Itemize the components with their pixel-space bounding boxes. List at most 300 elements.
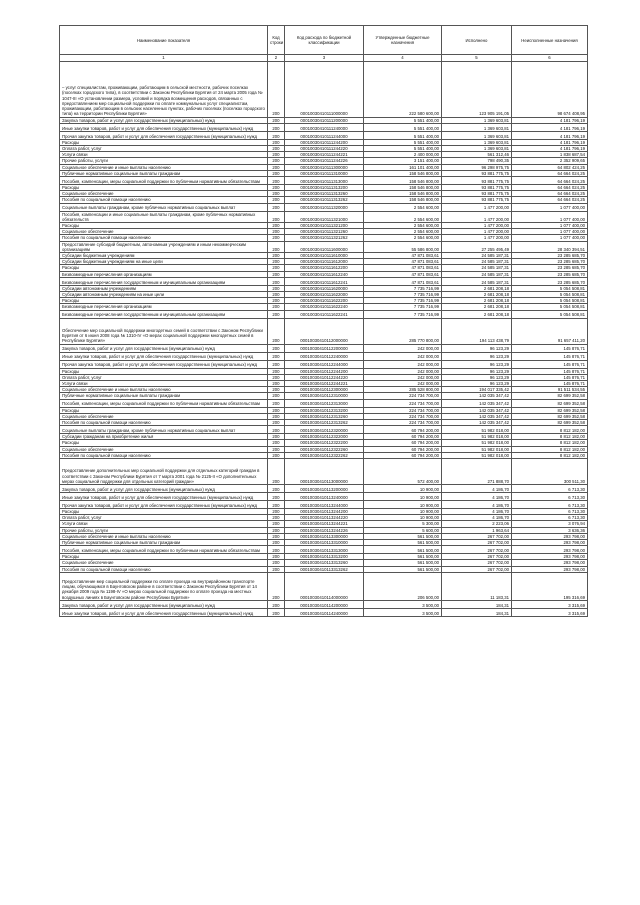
approved-amount-cell: 224 734 700,00 xyxy=(364,413,442,419)
row-code-cell: 200 xyxy=(268,485,285,493)
executed-amount-cell: 93 881 775,75 xyxy=(442,176,512,184)
expense-code-cell: 00010030410113300000 xyxy=(285,533,364,539)
indicator-name-cell: Иные закупки товаров, работ и услуг для обеспечения государственных (муниципальных) нужд xyxy=(60,123,268,131)
row-code-cell: 200 xyxy=(268,407,285,413)
indicator-name-cell: Закупка товаров, работ и услуг для государственных (муниципальных) нужд xyxy=(60,344,268,352)
approved-amount-cell: 572 400,00 xyxy=(364,459,442,485)
expense-code-cell: 00010030410111244000 xyxy=(285,131,364,139)
row-code-cell: 200 xyxy=(268,117,285,123)
expense-code-cell: 00010030410111321260 xyxy=(285,229,364,235)
indicator-name-cell: Социальное обеспечение xyxy=(60,413,268,419)
expense-code-cell: 00010030410111320000 xyxy=(285,203,364,211)
executed-amount-cell: 51 982 018,00 xyxy=(442,452,512,458)
approved-amount-cell: 242 000,00 xyxy=(364,360,442,368)
table-row xyxy=(60,344,588,352)
row-code-cell: 200 xyxy=(268,139,285,145)
header-expense-code: Код расхода по бюджетной классификации xyxy=(285,26,364,55)
row-code-cell: 200 xyxy=(268,566,285,572)
executed-amount-cell: 51 982 018,00 xyxy=(442,446,512,452)
unexecuted-amount-cell: 293 798,00 xyxy=(512,560,588,566)
table-row xyxy=(60,393,588,399)
indicator-name-cell: Публичные нормативные социальные выплаты гражданам xyxy=(60,393,268,399)
indicator-name-cell: Социальные выплаты гражданам, кроме публичных нормативных социальных выплат xyxy=(60,426,268,434)
approved-amount-cell: 224 734 700,00 xyxy=(364,393,442,399)
approved-amount-cell: 7 735 716,99 xyxy=(364,298,442,304)
row-code-cell: 200 xyxy=(268,521,285,527)
expense-code-cell: 00010030410111313000 xyxy=(285,176,364,184)
expense-code-cell: 00010030410111622000 xyxy=(285,291,364,297)
approved-amount-cell: 7 735 716,99 xyxy=(364,285,442,291)
executed-amount-cell: 24 585 187,31 xyxy=(442,271,512,277)
approved-amount-cell: 158 546 800,00 xyxy=(364,191,442,197)
row-code-cell: 200 xyxy=(268,420,285,426)
table-header-row xyxy=(60,26,588,55)
expense-code-cell: 00010030410114240000 xyxy=(285,608,364,616)
expense-code-cell: 00010030410112000000 xyxy=(285,318,364,344)
approved-amount-cell: 5 600,00 xyxy=(364,527,442,533)
indicator-name-cell: Социальное обеспечение и иные выплаты населению xyxy=(60,164,268,170)
executed-amount-cell: 96 123,29 xyxy=(442,374,512,380)
executed-amount-cell: 1 369 603,81 xyxy=(442,131,512,139)
unexecuted-amount-cell: 145 876,71 xyxy=(512,344,588,352)
approved-amount-cell: 158 546 800,00 xyxy=(364,197,442,203)
table-row xyxy=(60,420,588,426)
row-code-cell: 200 xyxy=(268,291,285,297)
approved-amount-cell: 206 500,00 xyxy=(364,572,442,600)
row-code-cell: 200 xyxy=(268,123,285,131)
executed-amount-cell: 51 982 018,00 xyxy=(442,440,512,446)
approved-amount-cell: 224 734 700,00 xyxy=(364,407,442,413)
indicator-name-cell: Субсидии автономным учреждениям xyxy=(60,285,268,291)
unexecuted-amount-cell: 3 076,94 xyxy=(512,521,588,527)
table-row xyxy=(60,304,588,310)
unexecuted-amount-cell: 145 876,71 xyxy=(512,374,588,380)
indicator-name-cell: Закупка товаров, работ и услуг для государственных (муниципальных) нужд xyxy=(60,117,268,123)
indicator-name-cell: – услуг специалистам, проживающим, работающим в сельской местности, рабочих поселках (поселках городского типа), в соответствии с Законом Республики Бурятия от 24 марта 2005 года № 1047-III «О установлении размера, условий и порядка возмещения расходов, связанных с предоставлением мер социальной поддержки по оплате коммунальных услуг специалистам, проживающим, работающим в сельских населенных пунктах, рабочих поселках (поселках городского типа) на территории Республики Бурятия» xyxy=(60,61,268,117)
table-row xyxy=(60,452,588,458)
approved-amount-cell: 2 554 600,00 xyxy=(364,211,442,222)
row-code-cell: 200 xyxy=(268,229,285,235)
unexecuted-amount-cell: 4 181 796,19 xyxy=(512,145,588,151)
expense-code-cell: 00010030410113310000 xyxy=(285,540,364,546)
row-code-cell: 200 xyxy=(268,413,285,419)
unexecuted-amount-cell: 82 699 352,58 xyxy=(512,393,588,399)
expense-code-cell: 00010030410114000000 xyxy=(285,572,364,600)
executed-amount-cell: 1 477 200,00 xyxy=(442,222,512,228)
approved-amount-cell: 561 500,00 xyxy=(364,540,442,546)
expense-code-cell: 00010030410111321200 xyxy=(285,222,364,228)
expense-code-cell: 00010030410113313262 xyxy=(285,566,364,572)
indicator-name-cell: Расходы xyxy=(60,298,268,304)
table-row xyxy=(60,117,588,123)
indicator-name-cell: Публичные нормативные социальные выплаты гражданам xyxy=(60,170,268,176)
expense-code-cell: 00010030410112240000 xyxy=(285,352,364,360)
header-row-code: Код строки xyxy=(268,26,285,55)
table-row xyxy=(60,164,588,170)
row-code-cell: 200 xyxy=(268,252,285,258)
indicator-name-cell: Пособия, компенсации и иные социальные выплаты гражданам, кроме публичных нормативных обязательств xyxy=(60,211,268,222)
expense-code-cell: 00010030410112322000 xyxy=(285,434,364,440)
unexecuted-amount-cell: 5 054 508,81 xyxy=(512,304,588,310)
row-code-cell: 200 xyxy=(268,285,285,291)
executed-amount-cell: 96 123,29 xyxy=(442,352,512,360)
table-body xyxy=(60,61,588,616)
table-row xyxy=(60,318,588,344)
table-row xyxy=(60,203,588,211)
expense-code-cell: 00010030410112200000 xyxy=(285,344,364,352)
unexecuted-amount-cell: 64 664 024,25 xyxy=(512,170,588,176)
column-number: 5 xyxy=(442,55,512,62)
approved-amount-cell: 5 551 400,00 xyxy=(364,123,442,131)
unexecuted-amount-cell: 82 699 352,58 xyxy=(512,399,588,407)
executed-amount-cell: 1 963,64 xyxy=(442,527,512,533)
indicator-name-cell: Социальное обеспечение xyxy=(60,191,268,197)
expense-code-cell: 00010030410112320000 xyxy=(285,426,364,434)
indicator-name-cell: Безвозмездные перечисления организациям xyxy=(60,304,268,310)
executed-amount-cell: 184,31 xyxy=(442,608,512,616)
expense-code-cell: 00010030410111612200 xyxy=(285,265,364,271)
approved-amount-cell: 222 580 600,00 xyxy=(364,61,442,117)
expense-code-cell: 00010030410111244226 xyxy=(285,158,364,164)
table-row xyxy=(60,501,588,509)
expense-code-cell: 00010030410111200000 xyxy=(285,117,364,123)
row-code-cell: 200 xyxy=(268,61,285,117)
approved-amount-cell: 47 871 083,61 xyxy=(364,277,442,285)
approved-amount-cell: 47 871 083,61 xyxy=(364,259,442,265)
indicator-name-cell: Субсидии гражданам на приобретение жилья xyxy=(60,434,268,440)
row-code-cell: 200 xyxy=(268,222,285,228)
unexecuted-amount-cell: 293 798,00 xyxy=(512,554,588,560)
approved-amount-cell: 5 551 400,00 xyxy=(364,139,442,145)
row-code-cell: 200 xyxy=(268,152,285,158)
table-row xyxy=(60,572,588,600)
row-code-cell: 200 xyxy=(268,304,285,310)
expense-code-cell: 00010030410112244200 xyxy=(285,368,364,374)
expense-code-cell: 00010030410111244220 xyxy=(285,145,364,151)
table-row xyxy=(60,399,588,407)
indicator-name-cell: Пособия по социальной помощи населению xyxy=(60,235,268,241)
approved-amount-cell: 7 735 716,99 xyxy=(364,291,442,297)
expense-code-cell: 00010030410113313000 xyxy=(285,546,364,554)
executed-amount-cell: 2 681 208,18 xyxy=(442,304,512,310)
indicator-name-cell: Услуги связи xyxy=(60,152,268,158)
executed-amount-cell: 2 681 208,18 xyxy=(442,285,512,291)
executed-amount-cell: 142 035 347,42 xyxy=(442,413,512,419)
unexecuted-amount-cell: 293 798,00 xyxy=(512,533,588,539)
expense-code-cell: 00010030410112313000 xyxy=(285,399,364,407)
approved-amount-cell: 561 500,00 xyxy=(364,533,442,539)
row-code-cell: 200 xyxy=(268,184,285,190)
executed-amount-cell: 4 186,70 xyxy=(442,493,512,501)
approved-amount-cell: 7 735 716,99 xyxy=(364,310,442,318)
unexecuted-amount-cell: 5 054 508,81 xyxy=(512,285,588,291)
indicator-name-cell: Расходы xyxy=(60,222,268,228)
unexecuted-amount-cell: 4 181 796,19 xyxy=(512,117,588,123)
indicator-name-cell: Расходы xyxy=(60,407,268,413)
executed-amount-cell: 2 681 208,18 xyxy=(442,310,512,318)
expense-code-cell: 00010030410112313260 xyxy=(285,413,364,419)
executed-amount-cell: 1 369 603,81 xyxy=(442,139,512,145)
executed-amount-cell: 24 585 187,31 xyxy=(442,277,512,285)
expense-code-cell: 00010030410113244220 xyxy=(285,515,364,521)
table-row xyxy=(60,485,588,493)
row-code-cell: 200 xyxy=(268,380,285,386)
table-row xyxy=(60,360,588,368)
indicator-name-cell: Безвозмездные перечисления организациям xyxy=(60,271,268,277)
approved-amount-cell: 2 554 600,00 xyxy=(364,222,442,228)
row-code-cell: 200 xyxy=(268,277,285,285)
approved-amount-cell: 10 900,00 xyxy=(364,515,442,521)
indicator-name-cell: Предоставление субсидий бюджетным, автономным учреждениям и иным некоммерческим организациям xyxy=(60,241,268,252)
executed-amount-cell: 123 905 191,05 xyxy=(442,61,512,117)
indicator-name-cell: Расходы xyxy=(60,265,268,271)
row-code-cell: 200 xyxy=(268,572,285,600)
executed-amount-cell: 93 881 775,75 xyxy=(442,170,512,176)
table-row xyxy=(60,608,588,616)
row-code-cell: 200 xyxy=(268,318,285,344)
row-code-cell: 200 xyxy=(268,211,285,222)
table-row xyxy=(60,434,588,440)
indicator-name-cell: Расходы xyxy=(60,554,268,560)
executed-amount-cell: 267 702,00 xyxy=(442,560,512,566)
approved-amount-cell: 242 000,00 xyxy=(364,374,442,380)
table-row xyxy=(60,291,588,297)
indicator-name-cell: Прочие работы, услуги xyxy=(60,527,268,533)
row-code-cell: 200 xyxy=(268,176,285,184)
expense-code-cell: 00010030410112322200 xyxy=(285,440,364,446)
indicator-name-cell: Оплата работ, услуг xyxy=(60,515,268,521)
expense-code-cell: 00010030410111240000 xyxy=(285,123,364,131)
row-code-cell: 200 xyxy=(268,352,285,360)
column-number: 1 xyxy=(60,55,268,62)
executed-amount-cell: 4 186,70 xyxy=(442,515,512,521)
executed-amount-cell: 267 702,00 xyxy=(442,540,512,546)
approved-amount-cell: 60 794 200,00 xyxy=(364,440,442,446)
approved-amount-cell: 285 528 800,00 xyxy=(364,387,442,393)
row-code-cell: 200 xyxy=(268,191,285,197)
indicator-name-cell: Субсидии бюджетным учреждениям на иные цели xyxy=(60,259,268,265)
unexecuted-amount-cell: 145 876,71 xyxy=(512,368,588,374)
executed-amount-cell: 93 881 775,75 xyxy=(442,184,512,190)
table-row xyxy=(60,600,588,608)
executed-amount-cell: 1 369 603,81 xyxy=(442,145,512,151)
expense-code-cell: 00010030410111622200 xyxy=(285,298,364,304)
table-row xyxy=(60,197,588,203)
approved-amount-cell: 242 000,00 xyxy=(364,352,442,360)
row-code-cell: 200 xyxy=(268,446,285,452)
row-code-cell: 200 xyxy=(268,515,285,521)
table-row xyxy=(60,123,588,131)
unexecuted-amount-cell: 64 802 424,25 xyxy=(512,164,588,170)
row-code-cell: 200 xyxy=(268,360,285,368)
expense-code-cell: 00010030410112313262 xyxy=(285,420,364,426)
approved-amount-cell: 55 586 800,00 xyxy=(364,241,442,252)
row-code-cell: 200 xyxy=(268,298,285,304)
unexecuted-amount-cell: 3 636,36 xyxy=(512,527,588,533)
executed-amount-cell: 1 477 200,00 xyxy=(442,203,512,211)
indicator-name-cell: Социальное обеспечение xyxy=(60,446,268,452)
table-row xyxy=(60,533,588,539)
indicator-name-cell: Услуги связи xyxy=(60,380,268,386)
approved-amount-cell: 60 794 200,00 xyxy=(364,446,442,452)
unexecuted-amount-cell: 23 285 685,70 xyxy=(512,252,588,258)
row-code-cell: 200 xyxy=(268,265,285,271)
approved-amount-cell: 224 734 700,00 xyxy=(364,420,442,426)
budget-execution-table xyxy=(59,25,588,617)
row-code-cell: 200 xyxy=(268,452,285,458)
expense-code-cell: 00010030410113200000 xyxy=(285,485,364,493)
unexecuted-amount-cell: 6 713,30 xyxy=(512,501,588,509)
expense-code-cell: 00010030410111612000 xyxy=(285,259,364,265)
executed-amount-cell: 2 681 208,18 xyxy=(442,298,512,304)
row-code-cell: 200 xyxy=(268,600,285,608)
row-code-cell: 200 xyxy=(268,509,285,515)
executed-amount-cell: 142 035 347,42 xyxy=(442,420,512,426)
executed-amount-cell: 27 255 495,49 xyxy=(442,241,512,252)
executed-amount-cell: 96 123,29 xyxy=(442,344,512,352)
header-indicator-name: Наименование показателя xyxy=(60,26,268,55)
approved-amount-cell: 224 734 700,00 xyxy=(364,399,442,407)
expense-code-cell: 00010030410111000000 xyxy=(285,61,364,117)
unexecuted-amount-cell: 300 511,30 xyxy=(512,459,588,485)
table-row xyxy=(60,259,588,265)
expense-code-cell: 00010030410111600000 xyxy=(285,241,364,252)
indicator-name-cell: Безвозмездные перечисления государственным и муниципальным организациям xyxy=(60,310,268,318)
expense-code-cell: 00010030410113240000 xyxy=(285,493,364,501)
unexecuted-amount-cell: 91 511 534,55 xyxy=(512,387,588,393)
indicator-name-cell: Закупка товаров, работ и услуг для государственных (муниципальных) нужд xyxy=(60,485,268,493)
row-code-cell: 200 xyxy=(268,387,285,393)
unexecuted-amount-cell: 91 657 411,20 xyxy=(512,318,588,344)
expense-code-cell: 00010030410111610000 xyxy=(285,252,364,258)
indicator-name-cell: Прочая закупка товаров, работ и услуг для обеспечения государственных (муниципальных) нужд xyxy=(60,131,268,139)
unexecuted-amount-cell: 23 285 685,70 xyxy=(512,265,588,271)
indicator-name-cell: Расходы xyxy=(60,139,268,145)
row-code-cell: 200 xyxy=(268,131,285,139)
approved-amount-cell: 10 900,00 xyxy=(364,501,442,509)
row-code-cell: 200 xyxy=(268,560,285,566)
approved-amount-cell: 5 551 400,00 xyxy=(364,131,442,139)
indicator-name-cell: Социальное обеспечение и иные выплаты населению xyxy=(60,533,268,539)
approved-amount-cell: 7 735 716,99 xyxy=(364,304,442,310)
approved-amount-cell: 561 500,00 xyxy=(364,546,442,554)
row-code-cell: 200 xyxy=(268,145,285,151)
executed-amount-cell: 267 702,00 xyxy=(442,533,512,539)
indicator-name-cell: Предоставление мер социальной поддержки по оплате проезда на внутрирайонном транспорте лицам, обучающимся в Баунтовском районе в соответствии с Законом Республики Бурятия от 14 декабря 2009 года № 1198-IV «О мерах социальной поддержки по оплате проезда на местных воздушных линиях в Баунтовском районе Республики Бурятия» xyxy=(60,572,268,600)
column-number: 4 xyxy=(364,55,442,62)
approved-amount-cell: 5 300,00 xyxy=(364,521,442,527)
table-row xyxy=(60,176,588,184)
expense-code-cell: 00010030410113244000 xyxy=(285,501,364,509)
unexecuted-amount-cell: 82 699 352,58 xyxy=(512,420,588,426)
unexecuted-amount-cell: 6 713,30 xyxy=(512,515,588,521)
row-code-cell: 200 xyxy=(268,344,285,352)
unexecuted-amount-cell: 1 838 687,54 xyxy=(512,152,588,158)
executed-amount-cell: 1 369 603,81 xyxy=(442,123,512,131)
row-code-cell: 200 xyxy=(268,533,285,539)
indicator-name-cell: Субсидии автономным учреждениям на иные цели xyxy=(60,291,268,297)
unexecuted-amount-cell: 5 054 508,81 xyxy=(512,291,588,297)
unexecuted-amount-cell: 4 181 796,19 xyxy=(512,139,588,145)
executed-amount-cell: 194 017 335,42 xyxy=(442,387,512,393)
unexecuted-amount-cell: 8 812 182,00 xyxy=(512,434,588,440)
expense-code-cell: 00010030410111313260 xyxy=(285,191,364,197)
approved-amount-cell: 2 400 000,00 xyxy=(364,152,442,158)
approved-amount-cell: 5 551 400,00 xyxy=(364,145,442,151)
header-executed: Исполнено xyxy=(442,26,512,55)
approved-amount-cell: 60 794 200,00 xyxy=(364,434,442,440)
executed-amount-cell: 142 035 347,42 xyxy=(442,399,512,407)
indicator-name-cell: Предоставление дополнительных мер социальной поддержки для отдельных категорий граждан в соответствии с Законом Республики Бурятия от 7 марта 2001 года № 2125-II «О дополнительных мерах социальной поддержки для отдельных категорий граждан» xyxy=(60,459,268,485)
unexecuted-amount-cell: 5 054 508,81 xyxy=(512,298,588,304)
table-row xyxy=(60,241,588,252)
expense-code-cell: 00010030410112322260 xyxy=(285,446,364,452)
unexecuted-amount-cell: 64 664 024,25 xyxy=(512,191,588,197)
executed-amount-cell: 142 035 347,42 xyxy=(442,407,512,413)
executed-amount-cell: 1 369 603,81 xyxy=(442,117,512,123)
executed-amount-cell: 194 113 438,79 xyxy=(442,318,512,344)
expense-code-cell: 00010030410112244220 xyxy=(285,374,364,380)
expense-code-cell: 00010030410111313262 xyxy=(285,197,364,203)
indicator-name-cell: Социальные выплаты гражданам, кроме публичных нормативных социальных выплат xyxy=(60,203,268,211)
unexecuted-amount-cell: 8 812 182,00 xyxy=(512,426,588,434)
indicator-name-cell: Прочая закупка товаров, работ и услуг для обеспечения государственных (муниципальных) нужд xyxy=(60,501,268,509)
indicator-name-cell: Социальное обеспечение xyxy=(60,229,268,235)
unexecuted-amount-cell: 64 664 024,25 xyxy=(512,197,588,203)
expense-code-cell: 00010030410111300000 xyxy=(285,164,364,170)
table-row xyxy=(60,277,588,285)
unexecuted-amount-cell: 3 315,69 xyxy=(512,608,588,616)
table-row xyxy=(60,61,588,117)
table-row xyxy=(60,235,588,241)
expense-code-cell: 00010030410111244221 xyxy=(285,152,364,158)
executed-amount-cell: 271 888,70 xyxy=(442,459,512,485)
executed-amount-cell: 93 881 775,75 xyxy=(442,197,512,203)
executed-amount-cell: 798 490,35 xyxy=(442,158,512,164)
column-number: 6 xyxy=(512,55,588,62)
table-row xyxy=(60,352,588,360)
expense-code-cell: 00010030410111620000 xyxy=(285,285,364,291)
unexecuted-amount-cell: 1 077 400,00 xyxy=(512,235,588,241)
row-code-cell: 200 xyxy=(268,440,285,446)
unexecuted-amount-cell: 3 315,69 xyxy=(512,600,588,608)
indicator-name-cell: Оплата работ, услуг xyxy=(60,374,268,380)
approved-amount-cell: 5 551 400,00 xyxy=(364,117,442,123)
indicator-name-cell: Пособия, компенсации, меры социальной поддержки по публичным нормативным обязательствам xyxy=(60,176,268,184)
approved-amount-cell: 242 000,00 xyxy=(364,380,442,386)
expense-code-cell: 00010030410113000000 xyxy=(285,459,364,485)
expense-code-cell: 00010030410111321262 xyxy=(285,235,364,241)
unexecuted-amount-cell: 64 664 024,25 xyxy=(512,176,588,184)
expense-code-cell: 00010030410111612241 xyxy=(285,277,364,285)
executed-amount-cell: 11 183,31 xyxy=(442,572,512,600)
expense-code-cell: 00010030410111321000 xyxy=(285,211,364,222)
approved-amount-cell: 158 546 800,00 xyxy=(364,176,442,184)
row-code-cell: 200 xyxy=(268,546,285,554)
unexecuted-amount-cell: 8 812 182,00 xyxy=(512,440,588,446)
unexecuted-amount-cell: 4 181 796,19 xyxy=(512,131,588,139)
indicator-name-cell: Субсидии бюджетным учреждениям xyxy=(60,252,268,258)
indicator-name-cell: Социальное обеспечение и иные выплаты населению xyxy=(60,387,268,393)
approved-amount-cell: 2 554 600,00 xyxy=(364,229,442,235)
approved-amount-cell: 561 500,00 xyxy=(364,566,442,572)
indicator-name-cell: Расходы xyxy=(60,184,268,190)
expense-code-cell: 00010030410113244221 xyxy=(285,521,364,527)
executed-amount-cell: 1 477 200,00 xyxy=(442,229,512,235)
expense-code-cell: 00010030410113244200 xyxy=(285,509,364,515)
table-row xyxy=(60,540,588,546)
indicator-name-cell: Иные закупки товаров, работ и услуг для обеспечения государственных (муниципальных) нужд xyxy=(60,352,268,360)
